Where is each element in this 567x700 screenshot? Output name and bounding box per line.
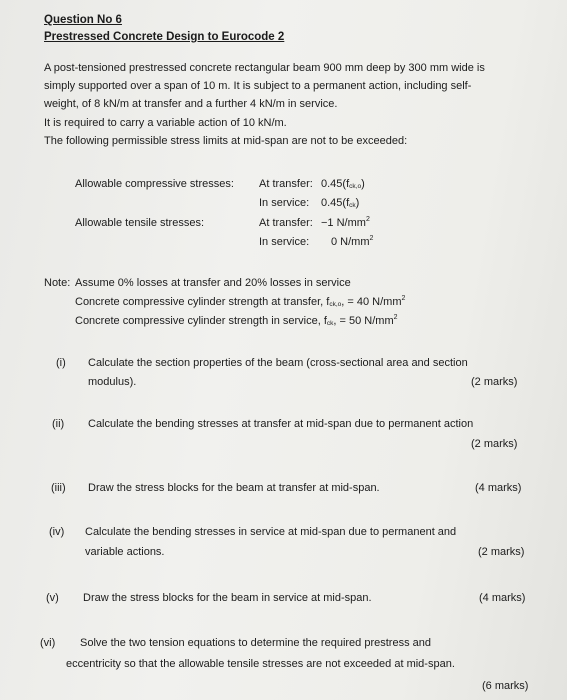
tens-stress-label: Allowable tensile stresses: — [75, 217, 205, 229]
intro-line-4: It is required to carry a variable action of 10 kN/m. — [44, 117, 287, 129]
question-vi-line-2: eccentricity so that the allowable tensile stresses are not exceeded at mid-span. — [66, 658, 455, 670]
intro-line-2: simply supported over a span of 10 m. It is subject to a permanent action, including self- — [44, 80, 472, 92]
comp-transfer-value: $0.45(f_{ck,o})$ — [321, 178, 365, 190]
tens-transfer-label: At transfer: — [259, 217, 313, 229]
comp-transfer-label: At transfer: — [259, 178, 313, 190]
question-ii-line-1: Calculate the bending stresses at transfer at mid-span due to permanent action — [88, 418, 474, 430]
question-iii-number: (iii) — [51, 482, 66, 494]
note-line-1: Assume 0% losses at transfer and 20% losses in service — [75, 277, 351, 289]
question-i-marks: (2 marks) — [471, 376, 518, 388]
intro-line-3: weight, of 8 kN/m at transfer and a further 4 kN/m in service. — [44, 98, 338, 110]
question-i-line-1: Calculate the section properties of the beam (cross-sectional area and section — [88, 357, 468, 369]
question-title: Prestressed Concrete Design to Eurocode 2 — [44, 31, 285, 43]
question-iii-line-1: Draw the stress blocks for the beam at transfer at mid-span. — [88, 482, 380, 494]
note-line-2: Concrete compressive cylinder strength at transfer, $f_{ck,o}$, = 40 $N/mm^2$ — [75, 295, 406, 308]
comp-service-value: $0.45(f_{ck})$ — [321, 197, 360, 209]
question-iv-marks: (2 marks) — [478, 546, 525, 558]
question-i-number: (i) — [56, 357, 66, 369]
question-v-marks: (4 marks) — [479, 592, 526, 604]
question-iii-marks: (4 marks) — [475, 482, 522, 494]
question-number: Question No 6 — [44, 14, 122, 26]
note-label: Note: — [44, 277, 71, 289]
question-ii-number: (ii) — [52, 418, 65, 430]
question-i-line-2: modulus). — [88, 376, 137, 388]
comp-stress-label: Allowable compressive stresses: — [75, 178, 234, 190]
intro-line-5: The following permissible stress limits at mid-span are not to be exceeded: — [44, 135, 408, 147]
question-vi-marks: (6 marks) — [482, 680, 529, 692]
question-v-number: (v) — [46, 592, 59, 604]
question-vi-number: (vi) — [40, 637, 56, 649]
comp-service-label: In service: — [259, 197, 310, 209]
question-ii-marks: (2 marks) — [471, 438, 518, 450]
intro-line-1: A post-tensioned prestressed concrete rectangular beam 900 mm deep by 300 mm wide is — [44, 62, 485, 74]
question-iv-number: (iv) — [49, 526, 65, 538]
tens-service-label: In service: — [259, 236, 310, 248]
tens-transfer-value: −1 $N/mm^2$ — [321, 216, 370, 229]
question-v-line-1: Draw the stress blocks for the beam in service at mid-span. — [83, 592, 372, 604]
question-vi-line-1: Solve the two tension equations to determine the required prestress and — [80, 637, 431, 649]
question-iv-line-2: variable actions. — [85, 546, 165, 558]
question-iv-line-1: Calculate the bending stresses in service at mid-span due to permanent and — [85, 526, 457, 538]
note-line-3: Concrete compressive cylinder strength in service, $f_{ck}$, = 50 $N/mm^2$ — [75, 314, 398, 327]
tens-service-value: 0 $N/mm^2$ — [331, 235, 374, 248]
